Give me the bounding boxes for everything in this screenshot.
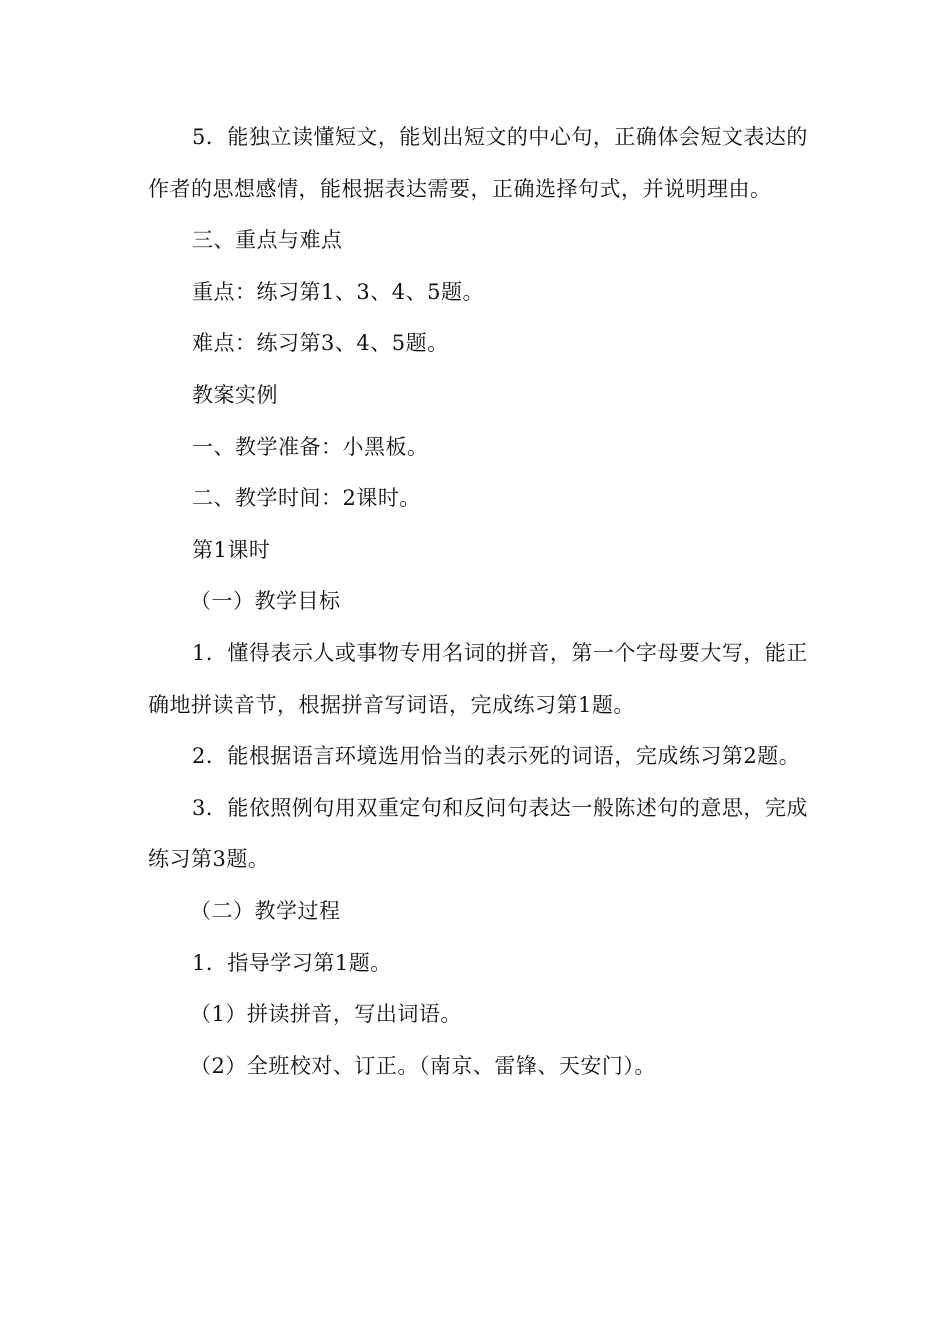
paragraph-guide-exercise-1: 1．指导学习第1题。 bbox=[192, 950, 392, 975]
paragraph-objective-3: 3．能依照例句用双重定句和反问句表达一般陈述句的意思，完成练习第3题。 bbox=[148, 795, 808, 872]
paragraph-objective-1: 1．懂得表示人或事物专用名词的拼音，第一个字母要大写，能正确地拼读音节，根据拼音写词语，完成练习第1题。 bbox=[148, 640, 808, 717]
paragraph-step-2: （2）全班校对、订正。（南京、雷锋、天安门）。 bbox=[190, 1053, 656, 1078]
paragraph-step-1: （1）拼读拼音，写出词语。 bbox=[190, 1002, 462, 1027]
paragraph-key-point: 重点：练习第1、3、4、5题。 bbox=[192, 279, 484, 304]
paragraph-teaching-time: 二、教学时间：2课时。 bbox=[192, 486, 421, 511]
section-heading-key-points: 三、重点与难点 bbox=[192, 228, 343, 253]
paragraph-teaching-preparation: 一、教学准备：小黑板。 bbox=[192, 434, 429, 459]
paragraph-teaching-process: （二）教学过程 bbox=[190, 898, 341, 923]
paragraph-teaching-objectives: （一）教学目标 bbox=[190, 589, 341, 614]
paragraph-objective-2: 2．能根据语言环境选用恰当的表示死的词语，完成练习第2题。 bbox=[192, 744, 801, 769]
paragraph-goal-5: 5．能独立读懂短文，能划出短文的中心句，正确体会短文表达的作者的思想感情，能根据表达需要，正确选择句式，并说明理由。 bbox=[148, 125, 808, 201]
document-body bbox=[148, 112, 808, 1092]
section-heading-lesson-example: 教案实例 bbox=[192, 382, 278, 407]
paragraph-lesson-1: 第1课时 bbox=[192, 537, 271, 562]
paragraph-difficult-point: 难点：练习第3、4、5题。 bbox=[192, 331, 449, 356]
